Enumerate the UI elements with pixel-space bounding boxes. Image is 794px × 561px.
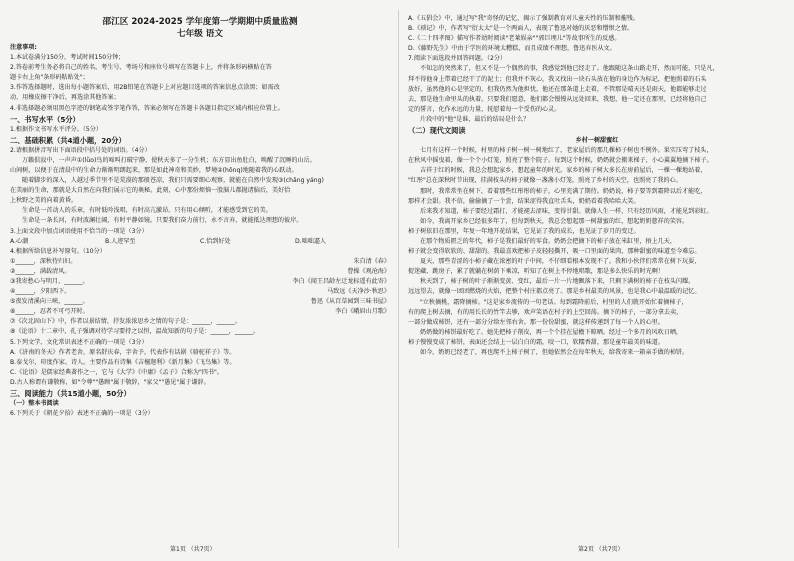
poem-source: 李白《闻王昌龄左迁龙标遥有此寄》 — [292, 277, 390, 285]
essay-line: 后来我才知道，柿子要经过霜打，才能褪去涩味，变得甘甜。就像人生一样，只有经历风雨，才能见到彩虹。 — [420, 207, 713, 215]
essay-line: 柿子慢慢变成了柿饼，表面还会结上一层白白的霜，咬一口，软糯香甜，那是童年最美的味道。 — [408, 338, 664, 346]
note-line: 动，用橡皮擦干净后，再选涂其他答案； — [10, 94, 120, 102]
poem-row — [10, 307, 390, 317]
section-1-heading: 一、书写水平（5分） — [10, 114, 80, 124]
essay-line: 秋天到了，柿子树的叶子渐渐变黄、变红，最后一片一片地飘落下来，只剩下满树的柿子在枝头闪耀。 — [420, 278, 695, 286]
poem-row — [10, 277, 390, 287]
passage-line: 上秋野之美的向着黄昏。 — [10, 197, 78, 205]
essay-line: 柿子就会变得软软的、甜甜的。我最喜欢把柿子皮轻轻撕开，吸一口里面的果肉，那种甜蜜的味道至今难忘。 — [408, 248, 701, 256]
question-3-options — [10, 237, 390, 247]
poem-line: ⑤夜发清溪向三峡，______。 — [10, 298, 89, 306]
essay-line: 那时，我常常坐在树下，看着那些红彤彤的柿子，心里充满了期待。奶奶说，柿子要等到霜降以后才能吃， — [420, 187, 707, 195]
essay-line: 捉迷藏、跳房子，累了就躺在树荫下乘凉，听知了在树上不停地唱歌，那是多么快乐的时光啊！ — [408, 268, 664, 276]
modern-reading-heading: （二）现代文阅读 — [408, 126, 466, 136]
poem-source: 曹操《观沧海》 — [347, 267, 390, 275]
poem-row — [10, 287, 390, 297]
essay-line: 远远望去，就像一团团燃烧的火焰，把整个村庄都点亮了。那是乡村最美的风景，也是我心中最温暖的记忆。 — [408, 288, 701, 296]
question-6-option: D.《藤野先生》中由于学医的环境太糟糕，而且成绩不理想，鲁迅弃医从文。 — [408, 45, 616, 53]
essay-line: 在那个物质匮乏的年代，柿子是我们最好的零食。奶奶会把摘下的柿子放在米缸里，捂上几天， — [420, 237, 676, 245]
poem-source: 李白《峨眉山月歌》 — [335, 308, 390, 316]
page-2 — [408, 14, 786, 544]
note-line: 3.作答选择题时，选出每小题答案后，用2B铅笔在答题卡上对应题目选项的答案信息点涂黑；如需改 — [10, 84, 280, 92]
option-c: C.恰到好处 — [200, 237, 231, 245]
poem-row — [10, 297, 390, 307]
poem-line: ②______，满载清风。 — [10, 267, 71, 275]
question-5-option: A.《济南的冬天》作者老舍，原名舒庆春，字舍予，代表作有话剧《骆驼祥子》等。 — [10, 348, 236, 356]
passage-line: 在美丽的生命，那就是大自然在向我们展示它的奥秘。此刻，心中那份烦恼一股脑儿都抛诸脑后，美好恰 — [10, 187, 291, 195]
question-6: 6.下列关于《朝花夕拾》表述不正确的一项是（3分） — [10, 410, 154, 418]
excerpt-line: 拜不得他身上带着已经干了的泥土；但我并不灰心，我又找出一块石头放在他的身边作为标记，把他照着的石头 — [408, 75, 707, 83]
poem-row — [10, 257, 390, 267]
excerpt-line: 不知怎的突然来了，但又不是一个偶然的事，我感觉到他已经走了。他跟随这条山路走开，然而可能，只是凡， — [420, 65, 719, 73]
question-6-option: C.《二十四孝图》描写作者幼时阅读"老莱娱亲""郭巨埋儿"等故事所生的反感。 — [408, 35, 621, 43]
excerpt-line: 放好，虽然他的心是坚定的，但我仍然为他担忧，他还在那条道上走着，不管那是晴天还是雨天，他都能够走过 — [408, 85, 707, 93]
essay-line: 夏天，那些青涩的小柿子藏在浓密的叶子中间，不仔细看根本发现不了。我和小伙伴们常常在树下玩耍， — [420, 258, 701, 266]
essay-line: 有的爬上树去摘，有的用长长的竹竿去够，欢声笑语在村子的上空回荡。摘下的柿子，一部分拿去卖， — [408, 308, 683, 316]
page-divider — [398, 10, 399, 548]
passage-line: 万籁俱寂中，一声声①(lǜo)鸟的啼叫打破宁静，使秋天多了一分生机；东方显出鱼肚白，唤醒了沉睡的山岳。 — [22, 156, 316, 164]
poem-source: 鲁迅《从百草园到三味书屋》 — [310, 298, 390, 306]
note-line: 4.非选择题必须用黑色字迹的钢笔或签字笔作答，答案必须写在答题卡各题目指定区域内相应位置上。 — [10, 104, 284, 112]
question-5-option: C.《论语》是儒家经典著作之一，它与《大学》《中庸》《孟子》合称为"四书"。 — [10, 368, 223, 376]
question-4: 4.根据所给信息补写原句。（10分） — [10, 247, 106, 255]
poem-source: 朱自清《春》 — [353, 257, 390, 265]
essay-title: 乡村一树甜蜜红 — [575, 137, 619, 145]
question-5-option: B.泰戈尔，印度作家、诗人。主要作品有诗集《吉檀迦利》《新月集》《飞鸟集》等。 — [10, 358, 236, 366]
poem-line: ④______，夕阳西下。 — [10, 288, 71, 296]
poem-line: ①______，深秋待归妇。 — [10, 257, 77, 265]
passage-line: 生命是一条长河，有时波澜壮阔，有时平静如镜。只要我们奋力前行，永不言弃，就能抵达理想的彼岸。 — [22, 217, 303, 225]
note-line: 题卡右上角"条形码粘贴处"； — [10, 74, 89, 82]
option-b: B.人迹罕至 — [105, 237, 136, 245]
essay-line: 七月有这样一个时候，村里的柿子树一树一树地红了，老家屋后的那几棵柿子树也不例外。果实压弯了枝头， — [420, 147, 713, 155]
note-line: 1.本试卷满分150分，考试时间150分钟； — [10, 54, 125, 62]
question-1: 1.根据作文书写水平评分。（5分） — [10, 125, 102, 133]
question-6-option: B.《琐记》中，作者写"衍太太"是一个两面人，表现了鲁迅对她的厌恶和憎恨之情。 — [408, 25, 634, 33]
page-2-footer: 第2页 （共7页） — [578, 546, 624, 553]
poem-question: ⑦《次北固山下》中，作者以景结情，抒发浓浓思乡之情的句子是：______，______。 — [10, 318, 241, 326]
essay-line: "立秋摘桃，霜降摘柿。"这是家乡流传的一句老话。每到霜降前后，村里的人们就开始忙着摘柿子， — [420, 298, 688, 306]
option-d: D.咄咄逼人 — [295, 237, 327, 245]
excerpt-line: 定的誓言，化作永远的力量，抚慰着每一个受伤的心灵。 — [408, 105, 561, 113]
page-1 — [10, 14, 390, 544]
passage-line: 山间树，以便于在清晨中的生命力渐渐明朗起来，那是如此神奇和美妙，梦境②(hōnq)地随着我的心跃动。 — [10, 166, 298, 174]
option-a: A.心潮 — [10, 237, 29, 245]
question-3: 3.上面文段中加点词语使用不恰当的一项是（3分） — [10, 227, 148, 235]
essay-line: 柿子树依旧在那里，年复一年地开花结果，它见证了我的成长，也见证了岁月的变迁。 — [408, 227, 640, 235]
passage-line: 生命是一首动人的乐章，有时低吟浅唱，有时高亢激昂。只有用心倾听，才能感受到它的美。 — [22, 207, 272, 215]
poem-row — [10, 267, 390, 277]
essay-line: 在秋风中摇曳着，像一个个小灯笼，照亮了整个院子。每到这个时候，奶奶就会搬来梯子，小心翼翼地摘下柿子。 — [408, 157, 713, 165]
essay-line: 如今，奶奶已经老了，再也爬不上柿子树了，但她依然会在每年秋天，给我寄来一箱亲手做的柿饼。 — [420, 349, 689, 356]
section-2-heading: 二、基础积累（共4道小题，20分） — [10, 135, 126, 145]
section-3-heading: 三、阅读能力（共15道小题，50分） — [10, 389, 131, 398]
passage-line: 随着脚步的深入，人越过季节里不是荒漠的那般苍凉，我们只需要细心观察，就能在自然中发现③(chǎng yáng) — [22, 177, 324, 185]
note-line: 2.答卷前考生务必将自己的姓名、考生号、考场号和座位号填写在答题卡上，并将条形码横贴在答 — [10, 64, 272, 72]
poem-source: 马致远《天净沙·秋思》 — [327, 288, 390, 296]
essay-line: "红彤"总在深秋时节出现，挂满枝头的柿子就像一盏盏小灯笼，照亮了乡村的天空，也照亮了我的心。 — [408, 177, 682, 185]
essay-line: 如今，我离开家乡已经很多年了，但每到秋天，我总会想起那一树甜蜜的红，想起奶奶慈祥的笑容。 — [420, 217, 689, 225]
essay-line: 那样才会甜。我不信，偷偷摘了一个尝，结果涩得我直吐舌头，奶奶看着我哈哈大笑。 — [408, 197, 640, 205]
essay-line: 一部分做成柿饼，还有一部分分给左邻右舍。那一份份甜蜜，就这样传递到了每一个人的心里。 — [408, 318, 664, 326]
notes-header: 注意事项: — [10, 44, 37, 51]
poem-line: ⑥______，忍者不可弓开时。 — [10, 308, 89, 316]
question-5: 5.下列文学、文化常识表述不正确的一项是（3分） — [10, 338, 148, 346]
page-1-footer: 第1页 （共7页） — [170, 546, 216, 553]
section-3-subheading: （一）整本书阅读 — [10, 400, 59, 407]
essay-line: 奶奶做的柿饼最好吃了。她先把柿子削皮，再一个个挂在屋檐下晾晒。经过一个多月的风吹日晒， — [420, 328, 683, 336]
question-6-option: A.《五猖会》中，通过写"我"奇怪的记忆，揭示了强制教育对儿童天性的压制和摧残。 — [408, 15, 639, 22]
essay-line: 吉祥于红的时候，我总会想起家乡，想起童年的时光。家乡的柿子树大多长在房前屋后，一棵一棵地站着， — [420, 167, 707, 175]
question-7-ask: 片段中的"他"是谁，最后的结局是什么？ — [420, 115, 530, 123]
question-2: 2.请根据拼音写出下面语段中括号处的词语。（4分） — [10, 146, 151, 154]
question-5-option: D.古人称谓有谦敬称，如"令尊""愚顾"属于敬辞，"家父""愚见"属于谦辞。 — [10, 378, 210, 386]
exam-subtitle: 七年级 语文 — [177, 29, 223, 39]
excerpt-line: 去，那是他生命里头的执着。只要我们愿意，他们都会慢慢从远处回来，我想，他一定还在那里，已经将他自己 — [408, 95, 707, 103]
poem-question: ⑧《论语》十二章中，孔子强调对待学习要持之以恒，温故知新的句子是：______，______。 — [10, 328, 260, 336]
question-7: 7.阅读下面选段并回答问题。（2分） — [408, 55, 507, 63]
poem-line: ③我寄愁心与明月，______。 — [10, 277, 89, 285]
exam-title: 邵江区 2024-2025 学年度第一学期期中质量监测 — [102, 17, 298, 27]
